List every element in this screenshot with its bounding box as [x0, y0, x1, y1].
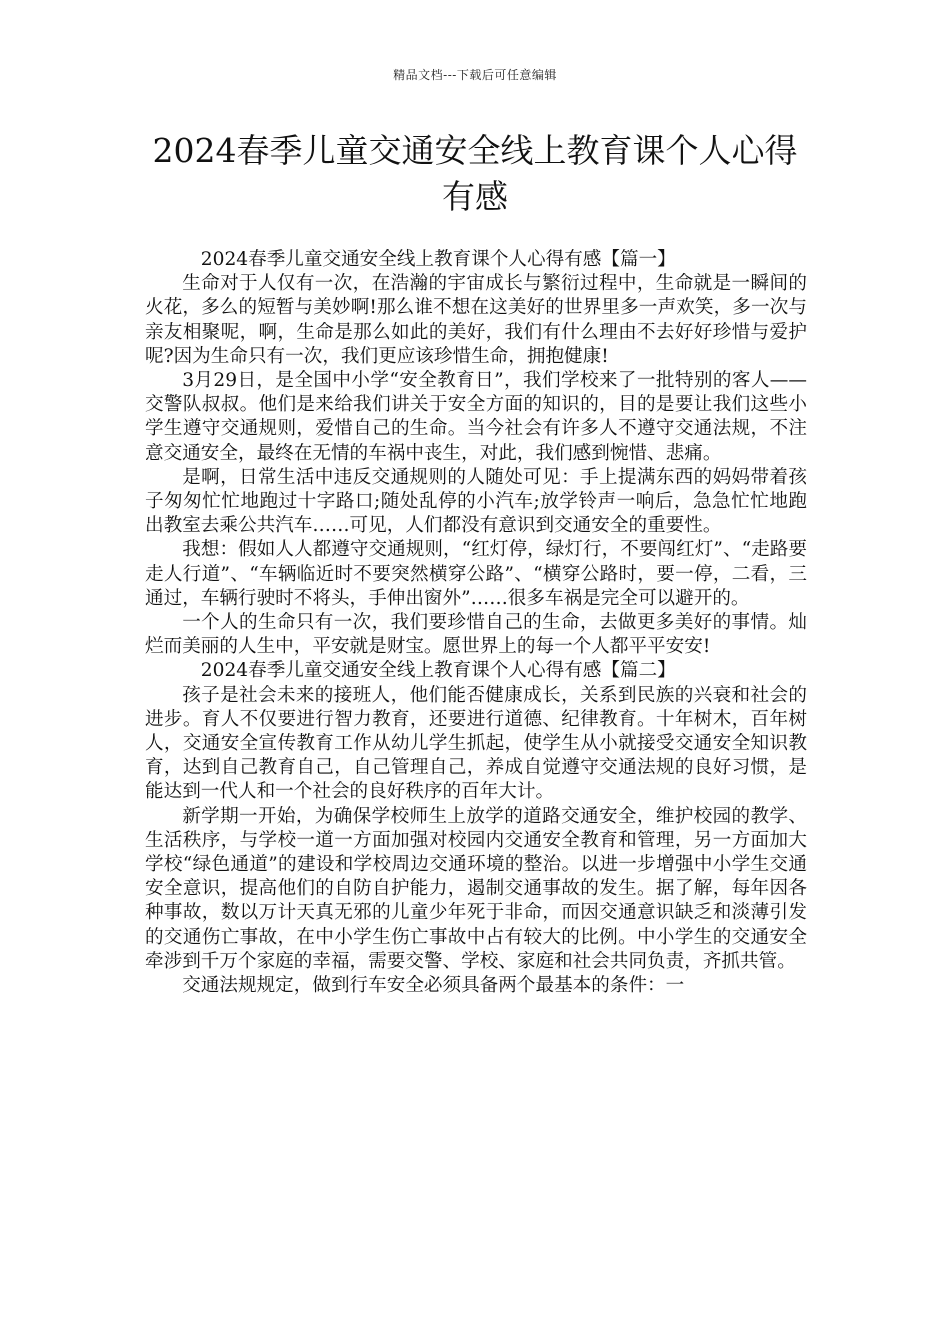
- header-note: 精品文档---下载后可任意编辑: [393, 68, 557, 82]
- paragraph: 交通法规规定，做到行车安全必须具备两个最基本的条件：一: [182, 975, 685, 997]
- document-title: 2024春季儿童交通安全线上教育课个人心得有感: [152, 131, 798, 216]
- paragraph: 我想：假如人人都遵守交通规则，“红灯停，绿灯行，不要闯红灯”、“走路要走人行道”、“车辆临近时不要突然横穿公路”、“横穿公路时，要一停，二看，三通过，车辆行驶时不将头，手伸出窗外”……很多车祸是完全可以避开的。: [145, 539, 807, 609]
- paragraph: 生命对于人仅有一次，在浩瀚的宇宙成长与繁衍过程中，生命就是一瞬间的火花，多么的短暂与美妙啊!那么谁不想在这美好的世界里多一声欢笑，多一次与亲友相聚呢，啊，生命是那么如此的美好，我们有什么理由不去好好珍惜与爱护呢?因为生命只有一次，我们更应该珍惜生命，拥抱健康!: [145, 273, 807, 367]
- paragraph: 一个人的生命只有一次，我们要珍惜自己的生命，去做更多美好的事情。灿烂而美丽的人生中，平安就是财宝。愿世界上的每一个人都平平安安!: [145, 612, 807, 658]
- paragraph: 新学期一开始，为确保学校师生上放学的道路交通安全，维护校园的教学、生活秩序，与学校一道一方面加强对校园内交通安全教育和管理，另一方面加大学校“绿色通道”的建设和学校周边交通环境的整治。以进一步增强中小学生交通安全意识，提高他们的自防自护能力，遏制交通事故的发生。据了解，每年因各种事故，数以万计天真无邪的儿童少年死于非命，而因交通意识缺乏和淡薄引发的交通伤亡事故，在中小学生伤亡事故中占有较大的比例。中小学生的交通安全牵涉到千万个家庭的幸福，需要交警、学校、家庭和社会共同负责，齐抓共管。: [145, 805, 807, 972]
- section-heading-1: 2024春季儿童交通安全线上教育课个人心得有感【篇一】: [200, 249, 676, 270]
- paragraph: 3月29日，是全国中小学“安全教育日”，我们学校来了一批特别的客人——交警队叔叔。他们是来给我们讲关于安全方面的知识的，目的是要让我们这些小学生遵守交通规则，爱惜自己的生命。当今社会有许多人不遵守交通法规，不注意交通安全，最终在无情的车祸中丧生，对此，我们感到惋惜、悲痛。: [145, 370, 807, 464]
- section-heading-2: 2024春季儿童交通安全线上教育课个人心得有感【篇二】: [200, 660, 676, 682]
- paragraph: 是啊，日常生活中违反交通规则的人随处可见：手上提满东西的妈妈带着孩子匆匆忙忙地跑过十字路口;随处乱停的小汽车;放学铃声一响后，急急忙忙地跑出教室去乘公共汽车……可见，人们都没有意识到交通安全的重要性。: [145, 466, 807, 537]
- document-body: [145, 248, 807, 998]
- paragraph: 孩子是社会未来的接班人，他们能否健康成长，关系到民族的兴衰和社会的进步。育人不仅要进行智力教育，还要进行道德、纪律教育。十年树木，百年树人，交通安全宣传教育工作从幼儿学生抓起，使学生从小就接受交通安全知识教育，达到自己教育自己，自己管理自己，养成自觉遵守交通法规的良好习惯，是能达到一代人和一个社会的良好秩序的百年大计。: [145, 684, 807, 803]
